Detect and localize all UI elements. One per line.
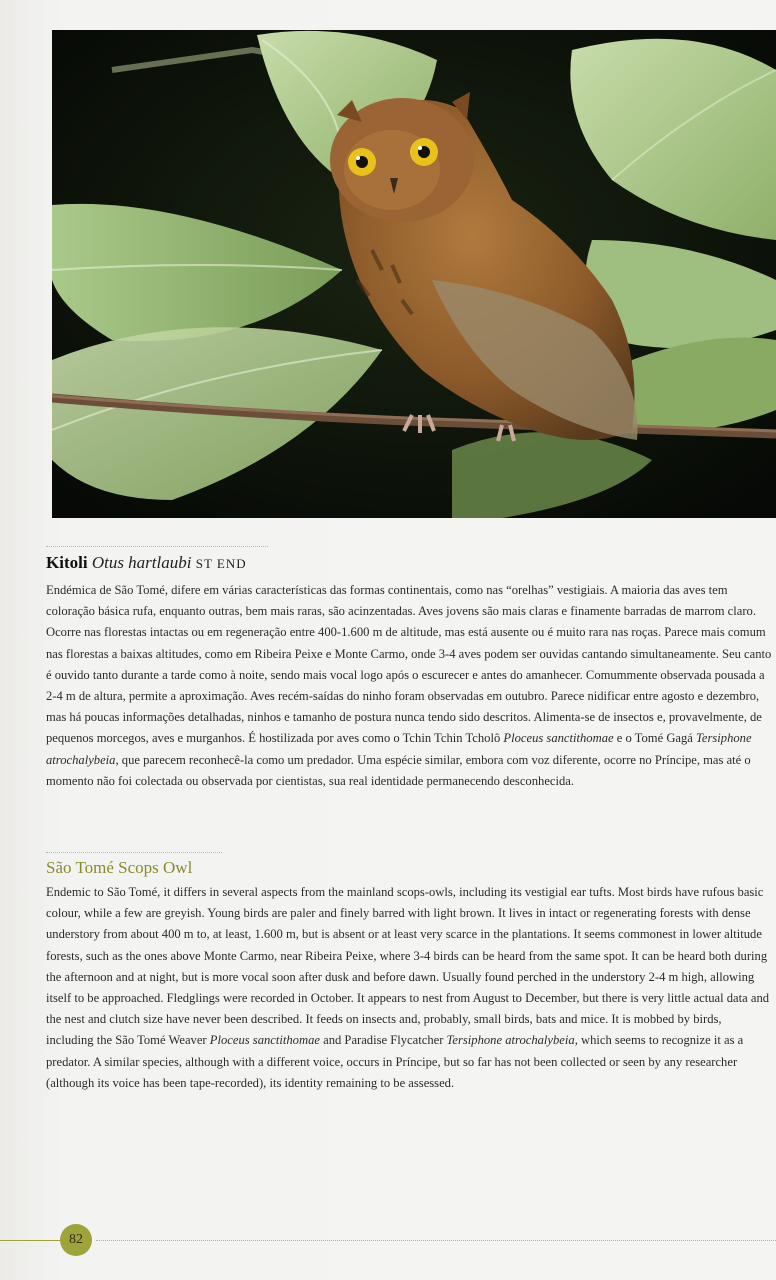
heading-divider [46, 852, 222, 853]
species-heading-english: São Tomé Scops Owl [46, 858, 193, 877]
description-portuguese [46, 580, 772, 835]
species-name: Ploceus sanctithomae [503, 731, 614, 746]
description-text: , que parecem reconhecê-la como um predador. Uma espécie similar, embora com voz diferente, ocorre no Príncipe, mas até o momento não foi colectada ou observada por cientistas, sua real identidade permanecendo desconhecida. [46, 752, 751, 788]
heading-divider [46, 546, 268, 547]
description-text: and Paradise Flycatcher [319, 1033, 447, 1048]
description-text: Endémica de São Tomé, difere em várias características das formas continentais, como nas “orelhas” vestigiais. A maioria das aves tem coloração básica rufa, enquanto outras, bem mais raras, são acinzentadas. Aves jovens são mais claras e finamente barradas de marrom claro. Ocorre nas florestas intactas ou em regeneração entre 400-1.600 m de altitude, mas está ausente ou é muito rara nas roças. Parece mais comum nas florestas a baixas altitudes, como em Ribeira Peixe e Monte Carmo, onde 3-4 aves podem ser ouvidas cantando simultaneamente. Seu canto é ouvido tanto durante a tarde como à noite, sendo mais vocal logo após o escurecer e antes do amanhecer. Comummente observada pousada a 2-4 m de altura, permite a aproximação. Aves recém-saídas do ninho foram observadas em outubro. Parece nidificar entre agosto e dezembro, mas há poucas informações detalhadas, ninhos e tamanho de postura nunca tendo sido descritos. Alimenta-se de insectos e, provavelmente, de pequenos morcegos, aves e murganhos. É hostilizada por aves como o Tchin Tchin Tcholô [46, 583, 772, 746]
common-name-portuguese: Kitoli [46, 553, 88, 572]
footer-line [0, 1240, 60, 1241]
species-name: Tersiphone atrochalybeia [46, 731, 752, 767]
footer-dotted-line [96, 1240, 776, 1241]
species-name: Ploceus sanctithomae [209, 1033, 320, 1048]
description-text: e o Tomé Gagá [613, 731, 697, 746]
status-badge: ST END [195, 556, 247, 571]
description-text: , which seems to recognize it as a predator. A similar species, although with a different voice, occurs in Príncipe, but so far has not been collected or seen by any researcher (although its voice has been tape-recorded), its identity remaining to be assessed. [46, 1033, 744, 1090]
description-english [46, 882, 772, 1142]
species-name: Tersiphone atrochalybeia [446, 1033, 575, 1048]
owl-photo [52, 30, 776, 518]
page-number: 82 [60, 1224, 92, 1256]
owl-illustration [52, 30, 776, 518]
scientific-name: Otus hartlaubi [91, 553, 192, 572]
species-heading-portuguese [46, 553, 772, 574]
description-text: Endemic to São Tomé, it differs in several aspects from the mainland scops-owls, including its vestigial ear tufts. Most birds have rufous basic colour, while a few are greyish. Young birds are paler and finely barred with light brown. It lives in intact or regenerating forests with dense understory from about 400 m to, at least, 1.600 m, but is absent or at least very scarce in the plantations. It seems commonest in lower altitude forests, such as the ones above Monte Carmo, near Ribeira Peixe, where 3-4 birds can be heard from the same spot. It can be heard both during the afternoon and at night, but is more vocal soon after dusk and before dawn. Usually found perched in the understory 2-4 m high, allowing itself to be approached. Fledglings were recorded in October. It appears to nest from August to December, but there is very little actual data and the nest and clutch size have never been described. It feeds on insects and, probably, small birds, bats and mice. It is mobbed by birds, including the São Tomé Weaver [46, 885, 770, 1048]
